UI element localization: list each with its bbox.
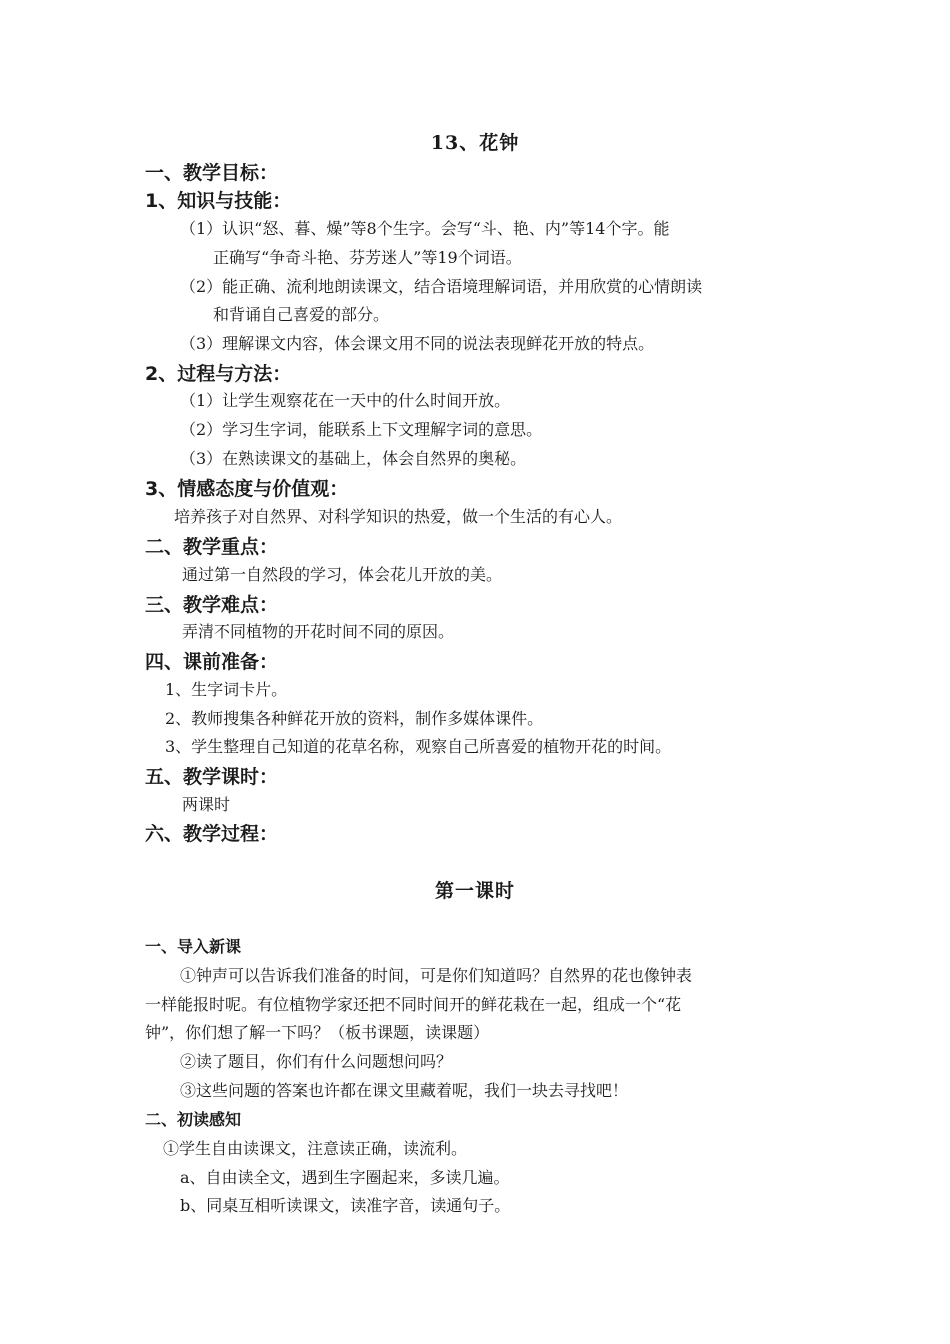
lesson-1-title: 第一课时 (434, 880, 515, 902)
lesson-1-part-1-p3: ③这些问题的答案也许都在课文里藏着呢，我们一块去寻找吧！ (180, 1081, 629, 1100)
section-periods-heading: 五、教学课时： (145, 766, 279, 788)
section-difficulties-heading: 三、教学难点： (145, 594, 279, 616)
section-preparation-heading: 四、课前准备： (145, 651, 279, 673)
emotion-text: 培养孩子对自然界、对科学知识的热爱，做一个生活的有心人。 (174, 507, 623, 526)
section-objectives-heading: 一、教学目标： (145, 162, 279, 184)
subsection-process-heading: 2、过程与方法： (145, 363, 292, 385)
knowledge-item-2-line-2: 和背诵自己喜爱的部分。 (213, 305, 390, 324)
lesson-1-part-2-item-b: b、同桌互相听读课文，读准字音，读通句子。 (180, 1196, 511, 1215)
subsection-knowledge-heading: 1、知识与技能： (145, 190, 292, 212)
preparation-item-2: 2、教师搜集各种鲜花开放的资料，制作多媒体课件。 (165, 709, 544, 728)
process-item-3: （3）在熟读课文的基础上，体会自然界的奥秘。 (180, 449, 527, 468)
lesson-1-part-2-heading: 二、初读感知 (145, 1110, 242, 1129)
subsection-emotion-heading: 3、情感态度与价值观： (145, 478, 349, 500)
section-process-heading: 六、教学过程： (145, 823, 279, 845)
periods-text: 两课时 (182, 795, 231, 814)
preparation-item-3: 3、学生整理自己知道的花草名称，观察自己所喜爱的植物开花的时间。 (165, 737, 672, 756)
lesson-1-part-1-p2: ②读了题目，你们有什么问题想问吗？ (180, 1052, 453, 1071)
lesson-1-part-2-p1: ①学生自由读课文，注意读正确，读流利。 (163, 1139, 468, 1158)
lesson-1-part-1-p1-line-1: ①钟声可以告诉我们准备的时间，可是你们知道吗？自然界的花也像钟表 (180, 966, 693, 985)
knowledge-item-1-line-2: 正确写“争奇斗艳、芬芳迷人”等19个词语。 (213, 248, 522, 267)
process-item-1: （1）让学生观察花在一天中的什么时间开放。 (180, 391, 511, 410)
knowledge-item-2-line-1: （2）能正确、流利地朗读课文，结合语境理解词语，并用欣赏的心情朗读 (180, 277, 703, 296)
document-title: 13、花钟 (430, 132, 520, 154)
knowledge-item-3: （3）理解课文内容，体会课文用不同的说法表现鲜花开放的特点。 (180, 334, 655, 353)
lesson-1-part-1-heading: 一、导入新课 (145, 937, 242, 956)
section-key-points-heading: 二、教学重点： (145, 536, 279, 558)
key-points-text: 通过第一自然段的学习，体会花儿开放的美。 (182, 565, 503, 584)
preparation-item-1: 1、生字词卡片。 (165, 680, 288, 699)
difficulties-text: 弄清不同植物的开花时间不同的原因。 (182, 622, 455, 641)
knowledge-item-1-line-1: （1）认识“怒、暮、燥”等8个生字。会写“斗、艳、内”等14个字。能 (180, 219, 670, 238)
process-item-2: （2）学习生字词，能联系上下文理解字词的意思。 (180, 420, 543, 439)
lesson-1-part-1-p1-line-3: 钟”，你们想了解一下吗？（板书课题，读课题） (145, 1023, 490, 1042)
lesson-1-part-2-item-a: a、自由读全文，遇到生字圈起来，多读几遍。 (180, 1168, 510, 1187)
lesson-1-part-1-p1-line-2: 一样能报时呢。有位植物学家还把不同时间开的鲜花栽在一起，组成一个“花 (145, 995, 682, 1014)
